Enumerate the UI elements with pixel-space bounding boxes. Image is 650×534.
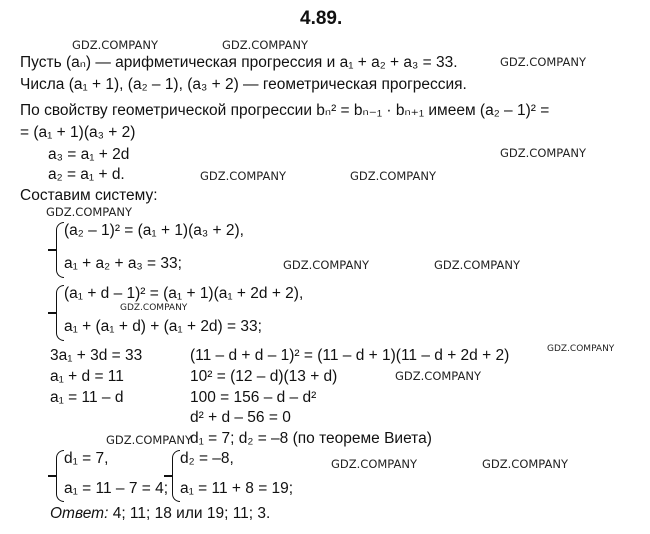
system-row: d₂ = –8, [180, 450, 234, 467]
system-brace [56, 285, 64, 341]
watermark: GDZ.COMPANY [547, 344, 615, 354]
equation-line: d² + d – 56 = 0 [190, 409, 291, 426]
formula-line: a₂ = a₁ + d. [48, 166, 125, 183]
system-row: (a₂ – 1)² = (a₁ + 1)(a₃ + 2), [64, 222, 244, 239]
answer-line [50, 505, 270, 523]
statement-line: Составим систему: [20, 187, 158, 204]
system-row: d₁ = 7, [64, 450, 109, 467]
watermark: GDZ.COMPANY [395, 369, 481, 383]
problem-number: 4.89. [300, 8, 343, 29]
watermark: GDZ.COMPANY [222, 38, 308, 52]
watermark: GDZ.COMPANY [46, 205, 132, 219]
statement-line: Пусть (aₙ) — арифметическая прогрессия и a₁ + a₂ + a₃ = 33. [20, 54, 458, 71]
answer-value: 4; 11; 18 или 19; 11; 3. [108, 505, 271, 522]
equation-line: d₁ = 7; d₂ = –8 (по теореме Виета) [190, 430, 432, 447]
watermark: GDZ.COMPANY [200, 169, 286, 183]
equation-line: a₁ = 11 – d [50, 389, 124, 406]
statement-line: По свойству геометрической прогрессии bₙ² = bₙ₋₁ · bₙ₊₁ имеем (a₂ – 1)² = [20, 102, 550, 119]
statement-line: = (a₁ + 1)(a₃ + 2) [20, 124, 136, 141]
watermark: GDZ.COMPANY [500, 55, 586, 69]
formula-line: a₃ = a₁ + 2d [48, 146, 130, 163]
equation-line: a₁ + d = 11 [50, 368, 124, 385]
system-row: a₁ = 11 + 8 = 19; [180, 480, 294, 497]
watermark: GDZ.COMPANY [500, 146, 586, 160]
watermark: GDZ.COMPANY [482, 457, 568, 471]
system-row: a₁ + (a₁ + d) + (a₁ + 2d) = 33; [64, 318, 262, 335]
system-row: a₁ = 11 – 7 = 4; [64, 480, 169, 497]
equation-line: (11 – d + d – 1)² = (11 – d + 1)(11 – d + 2d + 2) [190, 347, 510, 364]
watermark: GDZ.COMPANY [350, 169, 436, 183]
system-row: a₁ + a₂ + a₃ = 33; [64, 255, 182, 272]
equation-line: 10² = (12 – d)(13 + d) [190, 368, 338, 385]
watermark: GDZ.COMPANY [331, 457, 417, 471]
watermark: GDZ.COMPANY [72, 38, 158, 52]
system-brace [172, 450, 180, 502]
equation-line: 100 = 156 – d – d² [190, 389, 317, 406]
watermark: GDZ.COMPANY [120, 303, 188, 313]
watermark: GDZ.COMPANY [434, 258, 520, 272]
watermark: GDZ.COMPANY [106, 433, 192, 447]
statement-line: Числа (a₁ + 1), (a₂ – 1), (a₃ + 2) — геометрическая прогрессия. [20, 76, 467, 93]
equation-line: 3a₁ + 3d = 33 [50, 347, 143, 364]
system-brace [56, 222, 64, 278]
watermark: GDZ.COMPANY [283, 258, 369, 272]
system-row: (a₁ + d – 1)² = (a₁ + 1)(a₁ + 2d + 2), [64, 285, 304, 302]
answer-label: Ответ: [50, 505, 109, 522]
system-brace [56, 450, 64, 502]
